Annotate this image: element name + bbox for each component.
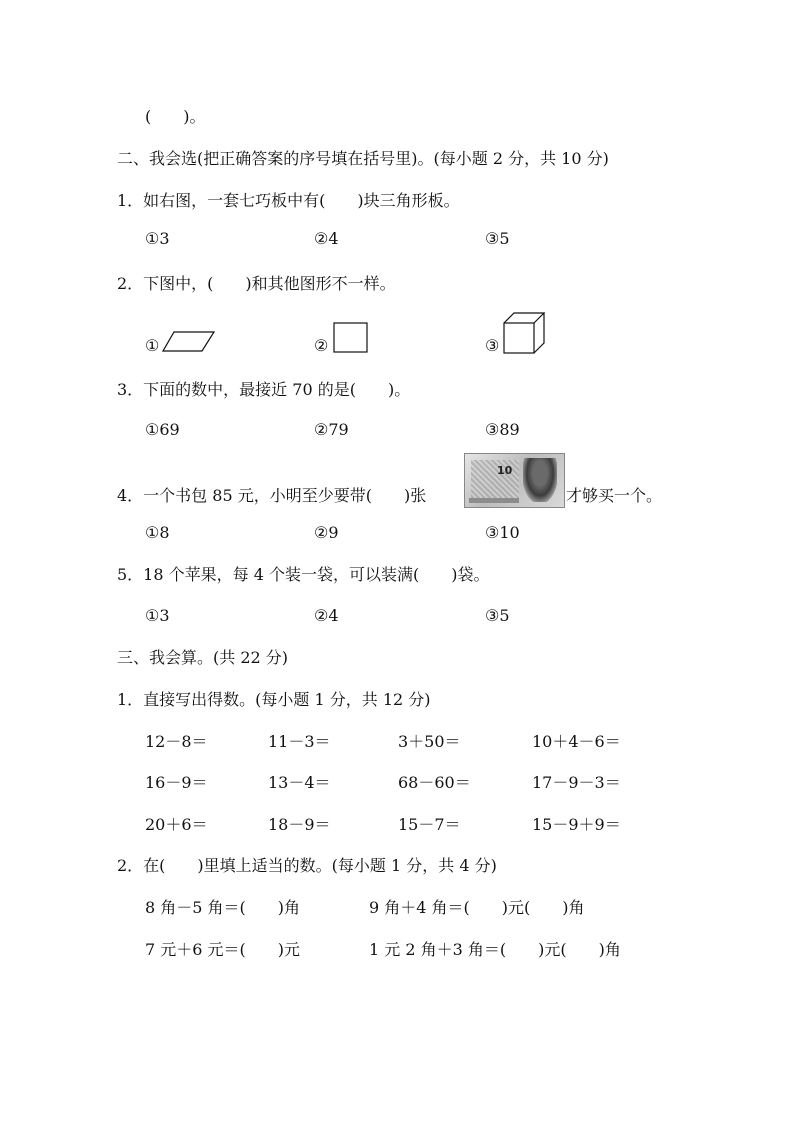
q4-option-3: ③10 bbox=[485, 523, 520, 542]
calc-item: 13－4＝ bbox=[268, 773, 331, 792]
question-2-3: 3．下面的数中，最接近 70 的是( )。 bbox=[117, 380, 411, 399]
calc-item: 18－9＝ bbox=[268, 815, 331, 834]
q4-option-1: ①8 bbox=[145, 523, 170, 542]
parallelogram-shape bbox=[162, 331, 216, 353]
banknote-portrait bbox=[523, 458, 557, 502]
calc-item: 16－9＝ bbox=[145, 773, 208, 792]
q1-option-2: ②4 bbox=[314, 229, 339, 248]
q5-option-1: ①3 bbox=[145, 606, 170, 625]
square-shape bbox=[333, 322, 369, 354]
q3-option-3: ③89 bbox=[485, 420, 520, 439]
question-2-4: 4．一个书包 85 元，小明至少要带( )张 bbox=[117, 486, 427, 505]
q5-option-2: ②4 bbox=[314, 606, 339, 625]
answer-blank-fragment: ( )。 bbox=[145, 107, 206, 126]
q3-option-2: ②79 bbox=[314, 420, 349, 439]
calc-item: 17－9－3＝ bbox=[532, 773, 621, 792]
cube-shape bbox=[503, 312, 547, 355]
calc-item: 12－8＝ bbox=[145, 732, 208, 751]
calc-item: 3＋50＝ bbox=[398, 732, 461, 751]
ten-yuan-banknote-image bbox=[464, 453, 565, 508]
q2-option-3: ③ bbox=[485, 336, 500, 355]
calc-item: 68－60＝ bbox=[398, 773, 471, 792]
calc-item: 11－3＝ bbox=[268, 732, 331, 751]
question-2-4-tail: 才够买一个。 bbox=[566, 486, 663, 505]
q1-option-1: ①3 bbox=[145, 229, 170, 248]
question-3-2: 2．在( )里填上适当的数。(每小题 1 分，共 4 分) bbox=[117, 856, 497, 875]
calc-item: 10＋4－6＝ bbox=[532, 732, 621, 751]
q3-option-1: ①69 bbox=[145, 420, 180, 439]
fill-item: 8 角－5 角＝( )角 bbox=[145, 898, 301, 917]
banknote-denomination: 10 bbox=[497, 464, 513, 477]
question-2-5: 5．18 个苹果，每 4 个装一袋，可以装满( )袋。 bbox=[117, 565, 490, 584]
section-2-heading: 二、我会选(把正确答案的序号填在括号里)。(每小题 2 分，共 10 分) bbox=[117, 149, 609, 168]
question-2-1: 1．如右图，一套七巧板中有( )块三角形板。 bbox=[117, 191, 460, 210]
q2-option-1: ① bbox=[145, 336, 160, 355]
calc-item: 15－9＋9＝ bbox=[532, 815, 621, 834]
q4-option-2: ②9 bbox=[314, 523, 339, 542]
q5-option-3: ③5 bbox=[485, 606, 510, 625]
section-3-heading: 三、我会算。(共 22 分) bbox=[117, 648, 289, 667]
calc-item: 15－7＝ bbox=[398, 815, 461, 834]
question-2-2: 2．下图中，( )和其他图形不一样。 bbox=[117, 274, 396, 293]
question-3-1: 1．直接写出得数。(每小题 1 分，共 12 分) bbox=[117, 690, 431, 709]
fill-item: 1 元 2 角＋3 角＝( )元( )角 bbox=[369, 940, 621, 959]
banknote-stripe bbox=[469, 498, 519, 503]
fill-item: 7 元＋6 元＝( )元 bbox=[145, 940, 301, 959]
calc-item: 20＋6＝ bbox=[145, 815, 208, 834]
q1-option-3: ③5 bbox=[485, 229, 510, 248]
q2-option-2: ② bbox=[314, 336, 329, 355]
fill-item: 9 角＋4 角＝( )元( )角 bbox=[369, 898, 585, 917]
